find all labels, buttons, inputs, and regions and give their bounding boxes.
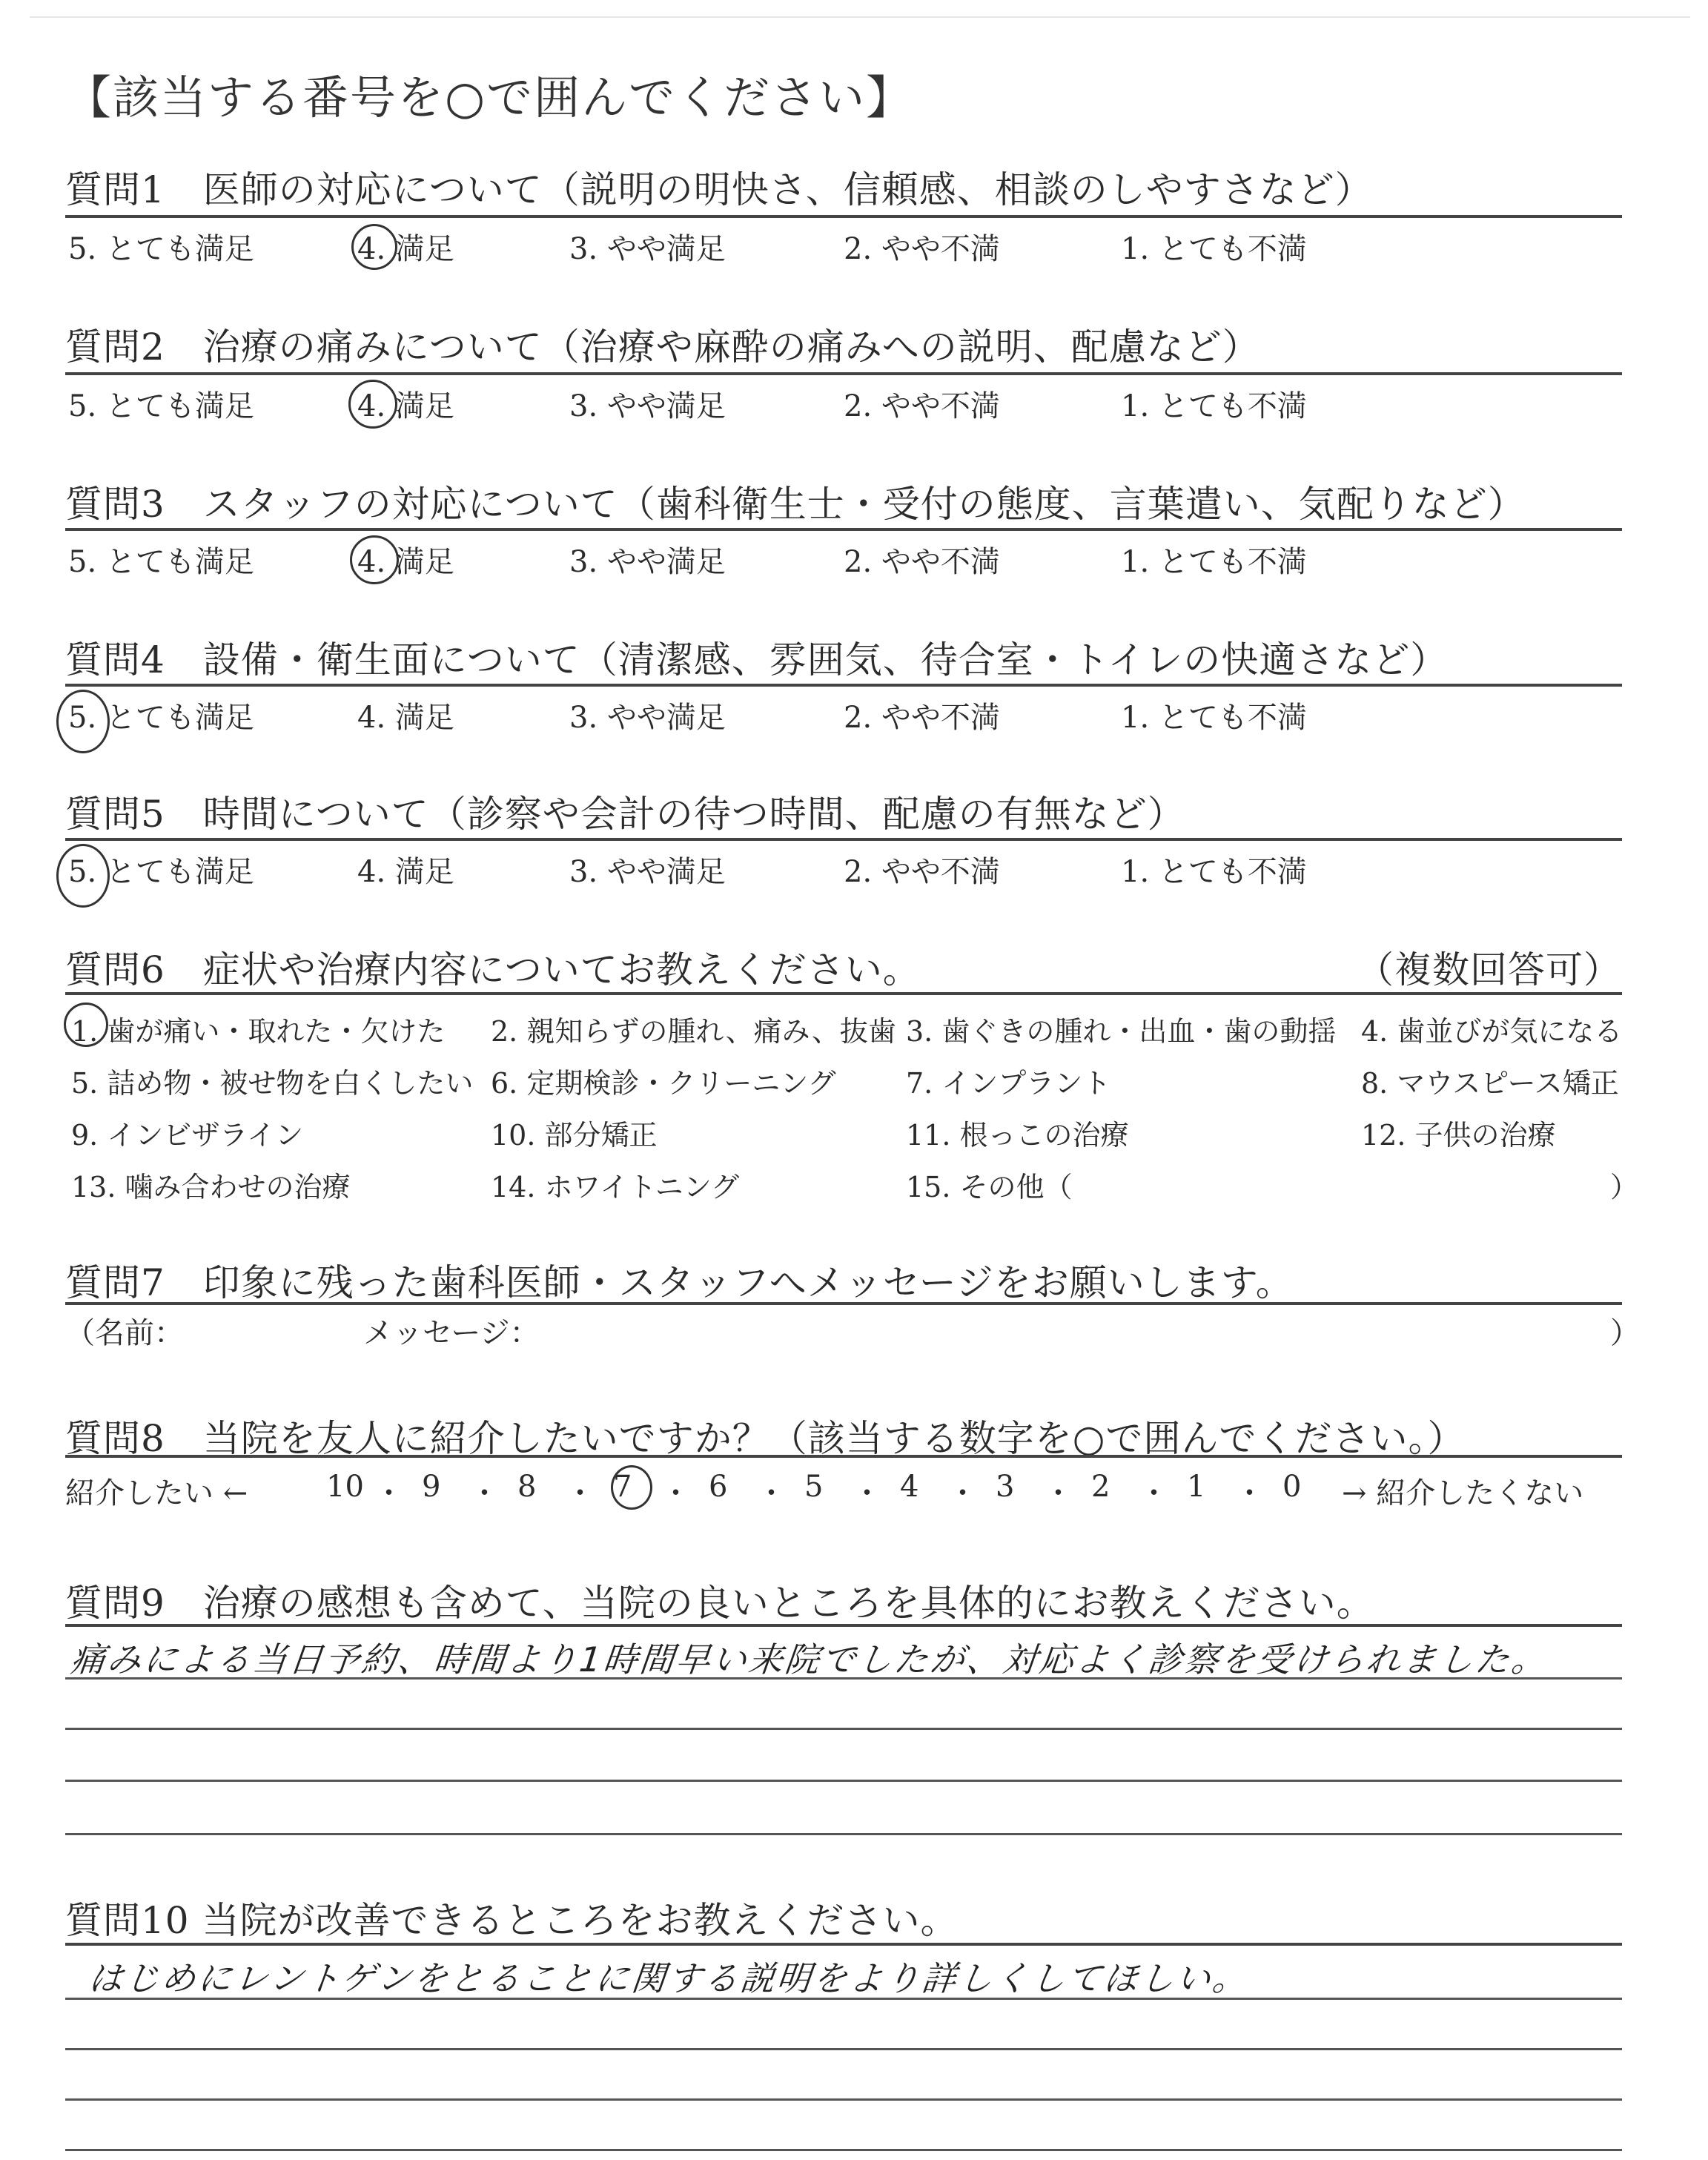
symptom-option[interactable]: 10. 部分矯正 [491, 1119, 658, 1152]
symptom-option[interactable]: 9. インビザライン [71, 1119, 304, 1152]
message-label: メッセージ： [363, 1316, 540, 1350]
option-2[interactable]: 2. やや不満 [844, 855, 1000, 889]
scale-number-2[interactable]: 2 [1091, 1470, 1110, 1504]
answer-line [65, 1677, 1622, 1680]
top-border [30, 16, 1690, 18]
selection-circle [348, 380, 397, 429]
handwritten-answer: 痛みによる当日予約、時間より1時間早い来院でしたが、対応よく診察を受けられました。 [68, 1639, 1550, 1680]
rule [65, 1302, 1622, 1305]
scale-number-0[interactable]: 0 [1282, 1470, 1302, 1504]
answer-line [65, 1728, 1622, 1730]
option-2[interactable]: 2. やや不満 [844, 701, 1000, 735]
question-title: 質問9 治療の感想も含めて、当院の良いところを具体的にお教えください。 [65, 1582, 1374, 1625]
option-5[interactable]: 5. とても満足 [68, 232, 254, 266]
scale-separator: ・ [661, 1476, 691, 1510]
option-1[interactable]: 1. とても不満 [1121, 545, 1307, 579]
answer-line [65, 2098, 1622, 2101]
scale-separator: ・ [756, 1476, 787, 1510]
rule [65, 992, 1622, 995]
symptom-option[interactable]: 14. ホワイトニング [491, 1171, 740, 1203]
option-1[interactable]: 1. とても不満 [1121, 232, 1307, 266]
rule [65, 372, 1622, 375]
selection-circle [351, 224, 397, 270]
option-4[interactable]: 4. 満足 [357, 701, 454, 735]
option-3[interactable]: 3. やや満足 [569, 855, 726, 889]
answer-line [65, 2048, 1622, 2050]
scale-separator: ・ [565, 1476, 595, 1510]
option-2[interactable]: 2. やや不満 [844, 389, 1000, 423]
selection-circle [56, 844, 110, 908]
rule [65, 1624, 1622, 1627]
scale-separator: ・ [1139, 1476, 1169, 1510]
answer-line [65, 1780, 1622, 1782]
scale-number-3[interactable]: 3 [996, 1470, 1015, 1504]
scale-number-8[interactable]: 8 [517, 1470, 537, 1504]
option-5[interactable]: 5. とても満足 [68, 389, 254, 423]
scale-number-1[interactable]: 1 [1187, 1470, 1206, 1504]
option-4[interactable]: 4. 満足 [357, 855, 454, 889]
question-title: 質問4 設備・衛生面について（清潔感、雰囲気、待合室・トイレの快適さなど） [65, 638, 1449, 681]
symptom-option[interactable]: 15. その他（ [906, 1171, 1073, 1203]
option-2[interactable]: 2. やや不満 [844, 545, 1000, 579]
rule [65, 528, 1622, 531]
scale-number-10[interactable]: 10 [326, 1470, 364, 1504]
symptom-option[interactable]: 3. 歯ぐきの腫れ・出血・歯の動揺 [906, 1015, 1337, 1048]
scale-separator: ・ [374, 1476, 404, 1510]
name-label: （名前： [65, 1316, 184, 1350]
option-3[interactable]: 3. やや満足 [569, 232, 726, 266]
recommend-left-label: 紹介したい ← [65, 1476, 248, 1510]
question-title: 質問6 症状や治療内容についてお教えください。 [65, 948, 921, 991]
selection-circle [56, 690, 110, 753]
question-title: 質問10 当院が改善できるところをお教えください。 [65, 1899, 959, 1942]
symptom-option[interactable]: 1. 歯が痛い・取れた・欠けた [71, 1015, 446, 1048]
option-3[interactable]: 3. やや満足 [569, 701, 726, 735]
option-5[interactable]: 5. とても満足 [68, 545, 254, 579]
scale-separator: ・ [1043, 1476, 1073, 1510]
rule [65, 1943, 1622, 1946]
symptom-option[interactable]: 13. 噛み合わせの治療 [71, 1171, 351, 1203]
question-title: 質問3 スタッフの対応について（歯科衛生士・受付の態度、言葉遣い、気配りなど） [65, 483, 1526, 526]
scale-separator: ・ [469, 1476, 500, 1510]
handwritten-answer: はじめにレントゲンをとることに関する説明をより詳しくしてほしい。 [86, 1958, 1251, 1998]
question-title: 質問7 印象に残った歯科医師・スタッフへメッセージをお願いします。 [65, 1261, 1294, 1304]
question-title: 質問5 時間について（診察や会計の待つ時間、配慮の有無など） [65, 793, 1185, 836]
symptom-option[interactable]: 2. 親知らずの腫れ、痛み、抜歯 [491, 1015, 896, 1048]
symptom-option[interactable]: 8. マウスピース矯正 [1361, 1067, 1619, 1100]
rule [65, 838, 1622, 841]
scale-number-7[interactable]: 7 [613, 1470, 632, 1504]
scale-separator: ・ [1234, 1476, 1265, 1510]
rule [65, 1455, 1622, 1458]
scale-number-9[interactable]: 9 [422, 1470, 441, 1504]
symptom-option[interactable]: 7. インプラント [906, 1067, 1111, 1100]
option-3[interactable]: 3. やや満足 [569, 545, 726, 579]
option-3[interactable]: 3. やや満足 [569, 389, 726, 423]
other-close-paren: ） [1610, 1171, 1639, 1203]
selection-circle [611, 1465, 652, 1510]
answer-line [65, 1833, 1622, 1835]
form-heading: 【該当する番号を○で囲んでください】 [65, 70, 914, 125]
recommend-right-label: → 紹介したくない [1342, 1476, 1584, 1510]
option-1[interactable]: 1. とても不満 [1121, 701, 1307, 735]
question-title: 質問2 治療の痛みについて（治療や麻酔の痛みへの説明、配慮など） [65, 326, 1260, 369]
symptom-option[interactable]: 4. 歯並びが気になる [1361, 1015, 1623, 1048]
question-title: 質問8 当院を友人に紹介したいですか？（該当する数字を○で囲んでください。） [65, 1417, 1466, 1460]
rule [65, 215, 1622, 218]
scale-number-6[interactable]: 6 [709, 1470, 728, 1504]
question-title: 質問1 医師の対応について（説明の明快さ、信頼感、相談のしやすさなど） [65, 168, 1373, 211]
option-1[interactable]: 1. とても不満 [1121, 855, 1307, 889]
message-close-paren: ） [1610, 1316, 1640, 1350]
scale-separator: ・ [852, 1476, 882, 1510]
symptom-option[interactable]: 12. 子供の治療 [1361, 1119, 1556, 1152]
scale-number-5[interactable]: 5 [804, 1470, 824, 1504]
option-5[interactable]: 5. とても満足 [68, 701, 254, 735]
option-2[interactable]: 2. やや不満 [844, 232, 1000, 266]
symptom-option[interactable]: 11. 根っこの治療 [906, 1119, 1129, 1152]
option-4[interactable]: 4. 満足 [357, 545, 454, 579]
rule [65, 684, 1622, 687]
option-1[interactable]: 1. とても不満 [1121, 389, 1307, 423]
selection-circle [350, 535, 399, 584]
scale-number-4[interactable]: 4 [900, 1470, 919, 1504]
symptom-option[interactable]: 5. 詰め物・被せ物を白くしたい [71, 1067, 474, 1100]
option-4[interactable]: 4. 満足 [357, 232, 454, 266]
selection-circle [64, 1003, 108, 1047]
answer-line [65, 1998, 1622, 2000]
symptom-option[interactable]: 6. 定期検診・クリーニング [491, 1067, 836, 1100]
option-5[interactable]: 5. とても満足 [68, 855, 254, 889]
multiple-answer-note: （複数回答可） [1357, 948, 1621, 991]
option-4[interactable]: 4. 満足 [357, 389, 454, 423]
answer-line [65, 2149, 1622, 2151]
scale-separator: ・ [947, 1476, 978, 1510]
